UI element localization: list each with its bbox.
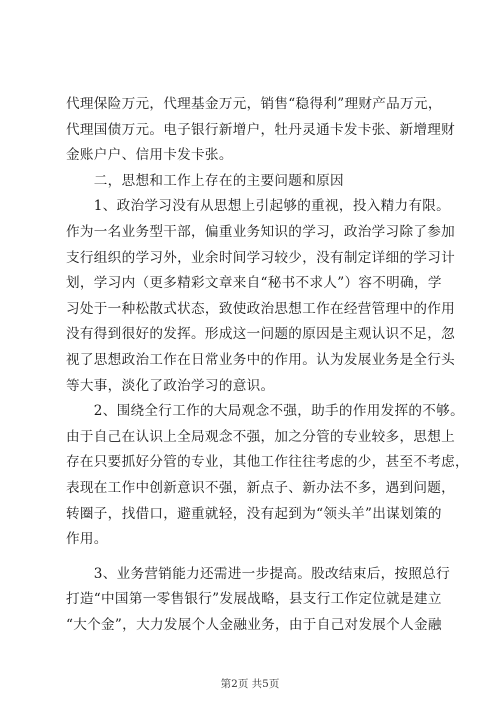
text-line: 存在只要抓好分管的专业，其他工作往往考虑的少，甚至不考虑， xyxy=(66,454,469,471)
text-line: 代理保险万元，代理基金万元，销售“稳得利”理财产品万元， xyxy=(66,96,442,112)
text-line: 代理国债万元。电子银行新增户，牡丹灵通卡发卡张、新增理财 xyxy=(66,121,456,138)
text-line: 2、围绕全行工作的大局观念不强，助手的作用发挥的不够。 xyxy=(66,403,464,420)
text-line: 等大事，淡化了政治学习的意识。 xyxy=(66,377,275,394)
text-line: 3、业务营销能力还需进一步提高。股改结束后，按照总行 xyxy=(66,565,451,582)
page-footer xyxy=(0,676,500,691)
text-line: 1、政治学习没有从思想上引起够的重视，投入精力有限。 xyxy=(66,198,451,215)
text-line: 金账户户、信用卡发卡张。 xyxy=(66,147,233,164)
section-heading: 二，思想和工作上存在的主要问题和原因 xyxy=(66,172,344,189)
text-line: 转圈子，找借口，避重就轻，没有起到为“领头羊”出谋划策的 xyxy=(66,505,442,522)
text-line: 视了思想政治工作在日常业务中的作用。认为发展业务是全行头 xyxy=(66,351,456,368)
paragraph-gap xyxy=(66,553,458,562)
text-line: 没有得到很好的发挥。形成这一问题的原因是主观认识不足，忽 xyxy=(66,326,456,343)
text-line: 由于自己在认识上全局观念不强，加之分管的专业较多，思想上 xyxy=(66,428,456,445)
document-body xyxy=(66,92,469,638)
text-line: 打造“中国第一零售银行”发展战略，县支行工作定位就是建立 xyxy=(66,591,442,608)
text-line: 习处于一种松散式状态，致使政治思想工作在经营管理中的作用 xyxy=(66,300,456,317)
text-line: 划，学习内（更多精彩文章来自“秘书不求人”）容不明确，学 xyxy=(66,275,442,292)
text-line: 支行组织的学习外，业余时间学习较少，没有制定详细的学习计 xyxy=(66,249,456,266)
text-line: 作用。 xyxy=(66,531,108,548)
text-line: 作为一名业务型干部，偏重业务知识的学习，政治学习除了参加 xyxy=(66,223,456,240)
page-number-label: 第2页 共5页 xyxy=(220,678,280,690)
text-line: “大个金”，大力发展个人金融业务，由于自己对发展个人金融 xyxy=(66,616,442,633)
text-line: 表现在工作中创新意识不强，新点子、新办法不多，遇到问题， xyxy=(66,479,456,496)
